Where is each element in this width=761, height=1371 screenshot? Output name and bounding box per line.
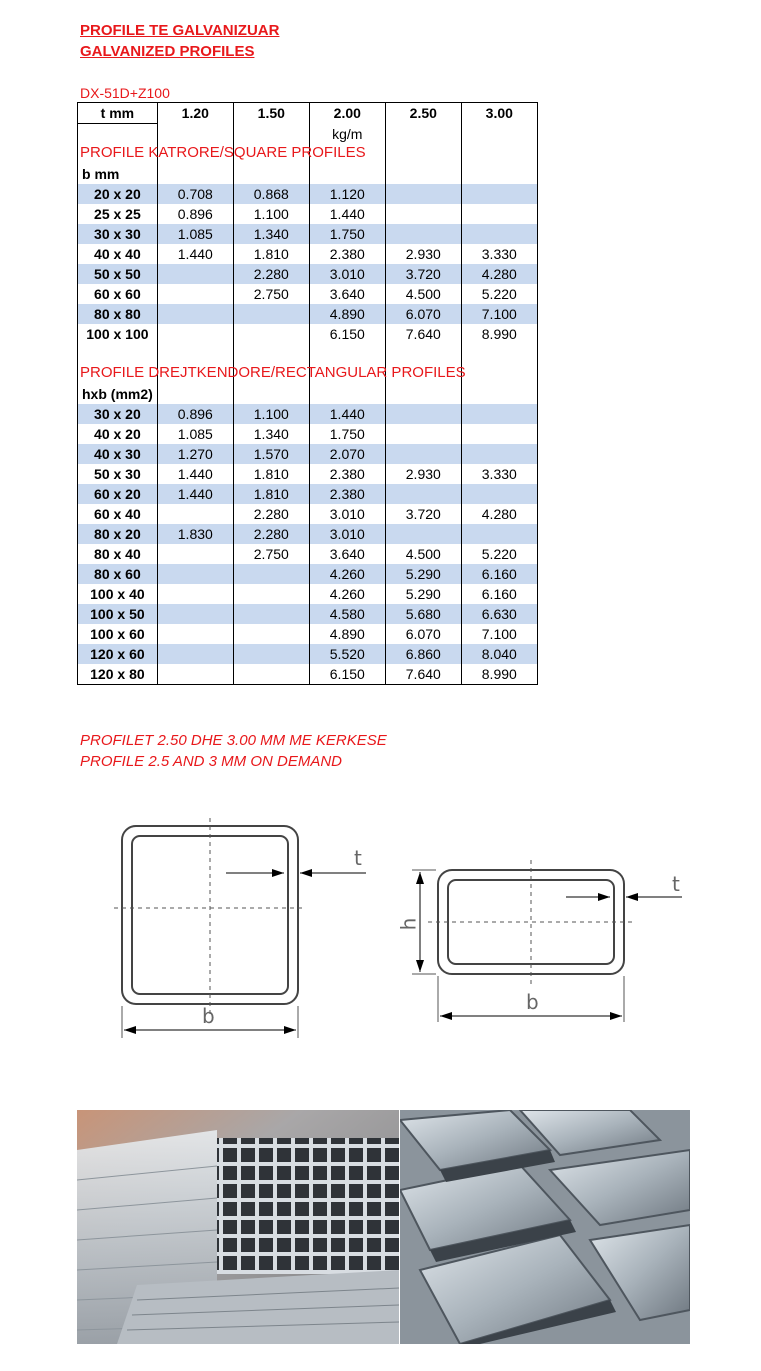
profile-size: 80 x 20 bbox=[78, 524, 158, 544]
weight-value bbox=[385, 524, 461, 544]
weight-value: 3.640 bbox=[309, 284, 385, 304]
on-demand-note-english: PROFILE 2.5 AND 3 MM ON DEMAND bbox=[80, 753, 342, 770]
profile-size: 100 x 50 bbox=[78, 604, 158, 624]
table-row bbox=[78, 244, 538, 264]
weight-value: 1.750 bbox=[309, 424, 385, 444]
weight-value bbox=[385, 224, 461, 244]
weight-value bbox=[385, 184, 461, 204]
weight-value bbox=[461, 224, 537, 244]
weight-value bbox=[157, 624, 233, 644]
empty-cell bbox=[309, 384, 385, 404]
weight-value: 0.868 bbox=[233, 184, 309, 204]
weight-value: 4.500 bbox=[385, 544, 461, 564]
weight-value: 4.280 bbox=[461, 504, 537, 524]
weight-value bbox=[157, 644, 233, 664]
weight-value: 3.010 bbox=[309, 524, 385, 544]
empty-cell bbox=[385, 144, 461, 164]
square-dim-label-row bbox=[78, 164, 538, 184]
square-profile-diagram bbox=[100, 810, 380, 1050]
weight-value bbox=[233, 324, 309, 344]
weight-value bbox=[157, 264, 233, 284]
thickness-header-2.50: 2.50 bbox=[385, 103, 461, 124]
weight-value bbox=[385, 484, 461, 504]
weight-value: 6.160 bbox=[461, 584, 537, 604]
weight-value: 8.990 bbox=[461, 664, 537, 685]
empty-cell bbox=[157, 124, 233, 145]
weight-value: 0.708 bbox=[157, 184, 233, 204]
table-row bbox=[78, 624, 538, 644]
empty-cell bbox=[233, 164, 309, 184]
weight-value bbox=[385, 424, 461, 444]
weight-value: 4.890 bbox=[309, 304, 385, 324]
rect-height-label: h bbox=[396, 917, 421, 931]
weight-value: 7.100 bbox=[461, 624, 537, 644]
square-dim-label: b mm bbox=[78, 164, 158, 184]
weight-value: 1.810 bbox=[233, 244, 309, 264]
weight-value: 3.720 bbox=[385, 504, 461, 524]
profile-size: 50 x 30 bbox=[78, 464, 158, 484]
weight-value: 1.100 bbox=[233, 404, 309, 424]
weight-value bbox=[157, 564, 233, 584]
weight-value: 5.290 bbox=[385, 564, 461, 584]
empty-cell bbox=[461, 124, 537, 145]
weight-value: 5.220 bbox=[461, 544, 537, 564]
table-row bbox=[78, 604, 538, 624]
thickness-header-label: t mm bbox=[78, 103, 158, 124]
weight-value: 6.150 bbox=[309, 324, 385, 344]
unit-label: kg/m bbox=[309, 124, 385, 145]
weight-value: 1.340 bbox=[233, 224, 309, 244]
stacked-square-tubes-photo bbox=[77, 1110, 399, 1344]
weight-value bbox=[461, 424, 537, 444]
weight-value: 6.160 bbox=[461, 564, 537, 584]
profile-size: 40 x 20 bbox=[78, 424, 158, 444]
steel-grade-spec: DX-51D+Z100 bbox=[80, 85, 170, 101]
weight-value: 6.070 bbox=[385, 624, 461, 644]
weight-value: 4.260 bbox=[309, 584, 385, 604]
empty-cell bbox=[233, 124, 309, 145]
weight-value bbox=[385, 444, 461, 464]
weight-value bbox=[233, 624, 309, 644]
weight-value: 7.100 bbox=[461, 304, 537, 324]
weight-value: 1.440 bbox=[309, 204, 385, 224]
profile-size: 120 x 80 bbox=[78, 664, 158, 685]
weights-table bbox=[77, 102, 538, 685]
empty-cell bbox=[233, 384, 309, 404]
profile-size: 20 x 20 bbox=[78, 184, 158, 204]
weight-value bbox=[233, 664, 309, 685]
profile-size: 25 x 25 bbox=[78, 204, 158, 224]
weight-value: 1.270 bbox=[157, 444, 233, 464]
weight-value: 3.010 bbox=[309, 504, 385, 524]
empty-cell bbox=[157, 384, 233, 404]
square-width-label: b bbox=[202, 1004, 215, 1028]
weight-value: 2.930 bbox=[385, 464, 461, 484]
profile-size: 80 x 60 bbox=[78, 564, 158, 584]
rect-thickness-label: t bbox=[672, 872, 680, 896]
label-cell bbox=[78, 344, 158, 364]
table-row bbox=[78, 564, 538, 584]
weight-value: 2.750 bbox=[233, 544, 309, 564]
table-row bbox=[78, 184, 538, 204]
weight-value: 1.085 bbox=[157, 224, 233, 244]
rectangular-tubes-closeup-photo bbox=[400, 1110, 690, 1344]
weight-value: 1.440 bbox=[157, 244, 233, 264]
spacer-row bbox=[78, 344, 538, 364]
weight-value bbox=[385, 404, 461, 424]
rectangular-profile-diagram bbox=[400, 850, 700, 1030]
weight-value: 1.750 bbox=[309, 224, 385, 244]
weight-value: 1.085 bbox=[157, 424, 233, 444]
empty-cell bbox=[461, 364, 537, 384]
title-english: GALVANIZED PROFILES bbox=[80, 43, 255, 60]
table-row bbox=[78, 424, 538, 444]
weight-value bbox=[461, 444, 537, 464]
weight-value bbox=[233, 304, 309, 324]
table-row bbox=[78, 504, 538, 524]
on-demand-note-albanian: PROFILET 2.50 DHE 3.00 MM ME KERKESE bbox=[80, 732, 387, 749]
weight-value: 2.750 bbox=[233, 284, 309, 304]
profile-size: 50 x 50 bbox=[78, 264, 158, 284]
weight-value: 6.860 bbox=[385, 644, 461, 664]
label-cell bbox=[78, 124, 158, 145]
empty-cell bbox=[385, 124, 461, 145]
rect-dim-label: hxb (mm2) bbox=[78, 384, 158, 404]
weight-value: 6.150 bbox=[309, 664, 385, 685]
weight-value: 6.070 bbox=[385, 304, 461, 324]
weight-value: 8.990 bbox=[461, 324, 537, 344]
table-row bbox=[78, 304, 538, 324]
weight-value: 5.520 bbox=[309, 644, 385, 664]
weight-value: 2.280 bbox=[233, 524, 309, 544]
weight-value bbox=[461, 524, 537, 544]
thickness-header-3.00: 3.00 bbox=[461, 103, 537, 124]
weight-value: 1.440 bbox=[157, 484, 233, 504]
weight-value: 2.930 bbox=[385, 244, 461, 264]
profile-size: 30 x 30 bbox=[78, 224, 158, 244]
table-row bbox=[78, 544, 538, 564]
thickness-header-1.20: 1.20 bbox=[157, 103, 233, 124]
weight-value: 2.070 bbox=[309, 444, 385, 464]
profile-size: 60 x 40 bbox=[78, 504, 158, 524]
profile-size: 30 x 20 bbox=[78, 404, 158, 424]
weight-value bbox=[233, 584, 309, 604]
empty-cell bbox=[461, 164, 537, 184]
thickness-header-2.00: 2.00 bbox=[309, 103, 385, 124]
profile-size: 120 x 60 bbox=[78, 644, 158, 664]
empty-cell bbox=[385, 384, 461, 404]
weight-value: 4.500 bbox=[385, 284, 461, 304]
weight-value bbox=[233, 564, 309, 584]
weight-value: 1.120 bbox=[309, 184, 385, 204]
thickness-header-1.50: 1.50 bbox=[233, 103, 309, 124]
weight-value bbox=[157, 544, 233, 564]
title-albanian: PROFILE TE GALVANIZUAR bbox=[80, 22, 280, 39]
empty-cell bbox=[233, 344, 309, 364]
weight-value: 1.830 bbox=[157, 524, 233, 544]
weight-value bbox=[157, 664, 233, 685]
table-row bbox=[78, 284, 538, 304]
weight-value bbox=[157, 304, 233, 324]
empty-cell bbox=[157, 164, 233, 184]
empty-cell bbox=[461, 144, 537, 164]
weight-value: 7.640 bbox=[385, 324, 461, 344]
weight-value: 2.380 bbox=[309, 464, 385, 484]
weight-value: 3.720 bbox=[385, 264, 461, 284]
weight-value: 7.640 bbox=[385, 664, 461, 685]
profile-size: 100 x 100 bbox=[78, 324, 158, 344]
profile-size: 80 x 40 bbox=[78, 544, 158, 564]
weight-value: 4.260 bbox=[309, 564, 385, 584]
weight-value: 1.440 bbox=[309, 404, 385, 424]
profile-size: 80 x 80 bbox=[78, 304, 158, 324]
weight-value bbox=[461, 204, 537, 224]
rect-width-label: b bbox=[526, 990, 539, 1014]
weight-value: 3.010 bbox=[309, 264, 385, 284]
weight-value: 0.896 bbox=[157, 204, 233, 224]
weight-value: 2.280 bbox=[233, 264, 309, 284]
weight-value bbox=[157, 504, 233, 524]
weight-value: 5.220 bbox=[461, 284, 537, 304]
weight-value: 5.290 bbox=[385, 584, 461, 604]
weight-value: 8.040 bbox=[461, 644, 537, 664]
profile-size: 100 x 60 bbox=[78, 624, 158, 644]
weight-value bbox=[461, 484, 537, 504]
weight-value: 0.896 bbox=[157, 404, 233, 424]
profile-size: 40 x 40 bbox=[78, 244, 158, 264]
weight-value: 1.100 bbox=[233, 204, 309, 224]
profile-size: 60 x 20 bbox=[78, 484, 158, 504]
thickness-header-row bbox=[78, 103, 538, 124]
table-row bbox=[78, 264, 538, 284]
weight-value: 4.280 bbox=[461, 264, 537, 284]
weight-value: 1.570 bbox=[233, 444, 309, 464]
empty-cell bbox=[385, 164, 461, 184]
weight-value: 2.380 bbox=[309, 244, 385, 264]
weight-value: 3.330 bbox=[461, 244, 537, 264]
empty-cell bbox=[309, 344, 385, 364]
rectangular-section-title: PROFILE DREJTKENDORE/RECTANGULAR PROFILES bbox=[80, 364, 466, 381]
weight-value bbox=[385, 204, 461, 224]
empty-cell bbox=[309, 164, 385, 184]
weight-value: 2.380 bbox=[309, 484, 385, 504]
weight-value: 6.630 bbox=[461, 604, 537, 624]
weight-value: 5.680 bbox=[385, 604, 461, 624]
weight-value bbox=[157, 604, 233, 624]
weight-value: 1.810 bbox=[233, 464, 309, 484]
table-row bbox=[78, 224, 538, 244]
weight-value bbox=[157, 584, 233, 604]
empty-cell bbox=[385, 344, 461, 364]
empty-cell bbox=[157, 344, 233, 364]
empty-cell bbox=[461, 344, 537, 364]
rect-dim-label-row bbox=[78, 384, 538, 404]
weight-value bbox=[461, 184, 537, 204]
table-row bbox=[78, 644, 538, 664]
profile-size: 100 x 40 bbox=[78, 584, 158, 604]
weight-value bbox=[233, 604, 309, 624]
table-row bbox=[78, 484, 538, 504]
table-row bbox=[78, 464, 538, 484]
weight-value: 1.810 bbox=[233, 484, 309, 504]
table-row bbox=[78, 444, 538, 464]
table-row bbox=[78, 664, 538, 685]
weight-value: 3.640 bbox=[309, 544, 385, 564]
weight-value: 4.890 bbox=[309, 624, 385, 644]
weight-value: 4.580 bbox=[309, 604, 385, 624]
weight-value: 2.280 bbox=[233, 504, 309, 524]
weight-value: 1.340 bbox=[233, 424, 309, 444]
table-row bbox=[78, 324, 538, 344]
profile-size: 60 x 60 bbox=[78, 284, 158, 304]
table-row bbox=[78, 584, 538, 604]
weight-value bbox=[461, 404, 537, 424]
table-row bbox=[78, 404, 538, 424]
profile-size: 40 x 30 bbox=[78, 444, 158, 464]
table-row bbox=[78, 524, 538, 544]
weight-value: 3.330 bbox=[461, 464, 537, 484]
table-row bbox=[78, 204, 538, 224]
empty-cell bbox=[461, 384, 537, 404]
unit-row bbox=[78, 124, 538, 145]
weight-value bbox=[157, 284, 233, 304]
weight-value: 1.440 bbox=[157, 464, 233, 484]
weight-value bbox=[233, 644, 309, 664]
square-thickness-label: t bbox=[354, 846, 362, 870]
weight-value bbox=[157, 324, 233, 344]
square-section-title: PROFILE KATRORE/SQUARE PROFILES bbox=[80, 144, 366, 161]
